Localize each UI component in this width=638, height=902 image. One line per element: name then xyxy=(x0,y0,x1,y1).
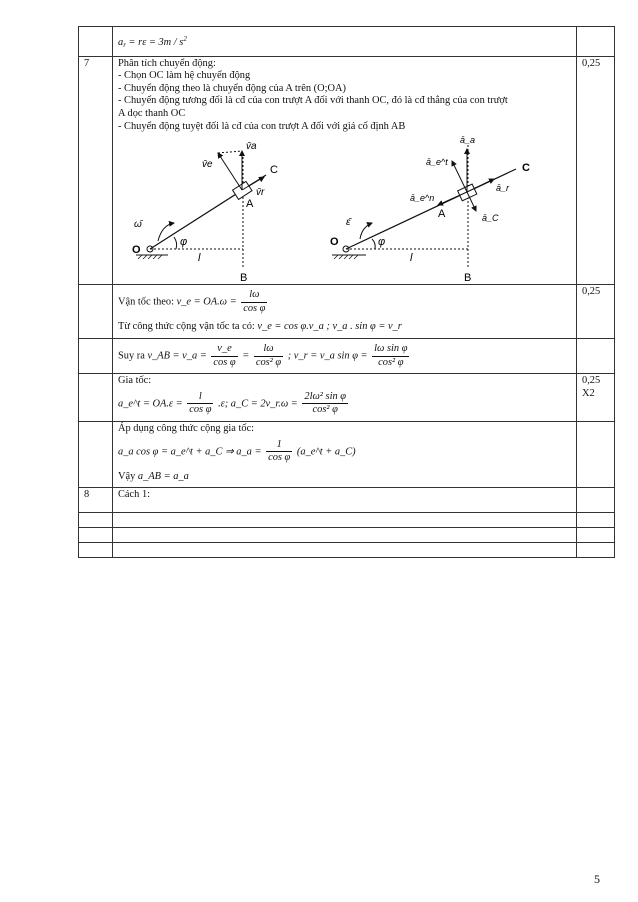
accel-score-multiplier: X2 xyxy=(582,387,595,399)
phi-arc-2 xyxy=(372,239,375,249)
velocity-diagram xyxy=(118,133,318,283)
suyra-prefix: Suy ra xyxy=(118,350,145,362)
velocity-row xyxy=(79,285,615,339)
label-aa: ā_a xyxy=(460,135,476,146)
apply-tail: (a_e^t + a_C) xyxy=(296,445,356,457)
ground-hatch xyxy=(138,255,162,259)
label-a: A xyxy=(246,198,254,211)
suyra-f3: ; v_r = v_a sin φ = xyxy=(287,350,368,362)
row-7-number: 7 xyxy=(79,56,113,285)
velocity-formula: v_e = OA.ω = xyxy=(176,296,237,308)
row-8-number: 8 xyxy=(79,488,113,513)
label-va: v̄a xyxy=(246,141,257,153)
row-8-text: Cách 1: xyxy=(113,488,577,513)
label-o-2: O xyxy=(330,236,339,249)
figures xyxy=(118,133,571,283)
label-ac: ā_C xyxy=(482,213,499,224)
velocity-score: 0,25 xyxy=(577,285,615,339)
analysis-line-3: - Chuyển động theo là chuyển động của A trên (O;OA) xyxy=(118,82,346,94)
acceleration-diagram xyxy=(326,133,576,283)
accel-score: 0,25 xyxy=(582,375,601,387)
accel-f1: a_e^t = OA.ε = xyxy=(118,398,183,410)
label-l-2: l xyxy=(410,252,413,265)
label-eps: ε̄ xyxy=(346,217,351,229)
velocity-prefix: Vận tốc theo: xyxy=(118,296,174,308)
analysis-line-1: Phân tích chuyển động: xyxy=(118,57,216,69)
label-b: B xyxy=(240,272,248,284)
label-aet: ā_e^t xyxy=(426,157,448,168)
label-o: O xyxy=(132,244,141,257)
accel-frac1: $\frac{l}{\text{cos φ}}$ xyxy=(189,390,212,416)
label-phi-2: φ xyxy=(378,236,386,249)
velocity-line2-prefix: Từ công thức cộng vận tốc ta có: xyxy=(118,321,255,333)
label-vr: v̄r xyxy=(256,187,265,199)
label-a-2: A xyxy=(438,208,446,221)
label-c-2: C xyxy=(522,162,530,175)
blank-row-3 xyxy=(79,543,615,558)
ground-hatch-2 xyxy=(334,255,358,259)
suyra-frac3: $\frac{\text{lω sin φ}}{\text{cos² φ}}$ xyxy=(374,342,408,368)
carryover-formula: $a_r = r\varepsilon = 3m / s^2$ xyxy=(118,35,187,49)
row-8 xyxy=(79,488,615,513)
phi-arc xyxy=(174,237,177,249)
label-omega: ω̄ xyxy=(134,219,142,231)
suyra-row: Suy ra v_AB = v_a = $\frac{v\_e}{\text{cos φ}}$ = $\frac{l\omega}{\text{cos² φ}}$ ; v_r = v_a sin φ = $\frac{\text{lω sin φ}}{\text{cos² φ}}$ xyxy=(79,338,615,373)
vay-prefix: Vậy xyxy=(118,470,136,482)
velocity-line2-formula: v_e = cos φ.v_a ; v_a . sin φ = v_r xyxy=(257,321,402,333)
accel-prefix: Gia tốc: xyxy=(118,375,152,387)
accel-f2: .ε; a_C = 2v_r.ω = xyxy=(218,398,298,410)
label-b-2: B xyxy=(464,272,472,284)
label-c: C xyxy=(270,164,278,177)
apply-formula: a_a cos φ = a_e^t + a_C ⇒ a_a = xyxy=(118,445,262,457)
apply-row xyxy=(79,421,615,487)
suyra-frac2: $\frac{l\omega}{\text{cos² φ}}$ xyxy=(255,342,282,368)
analysis-line-2: - Chọn OC làm hệ chuyển động xyxy=(118,70,251,82)
dashed-aux xyxy=(218,151,242,153)
analysis-line-6: - Chuyển động tuyệt đối là cđ của con trượt A đối với giá cố định AB xyxy=(118,120,406,132)
accel-frac2: $\frac{\text{2lω² sin φ}}{\text{cos² φ}}$ xyxy=(304,390,346,416)
eps-arc xyxy=(360,223,372,239)
ve-arrow xyxy=(218,153,242,190)
aet-arrow xyxy=(452,161,467,192)
label-ve: v̄e xyxy=(202,159,213,171)
label-ar: ā_r xyxy=(496,183,510,194)
accel-row xyxy=(79,374,615,422)
suyra-frac1: $\frac{v\_e}{\text{cos φ}}$ xyxy=(213,342,236,368)
velocity-fraction: $\frac{l\omega}{\text{cos φ}}$ xyxy=(243,289,266,314)
apply-frac: $\frac{1}{\text{cos φ}}$ xyxy=(268,438,291,464)
row-7 xyxy=(79,56,615,285)
suyra-f1: v_AB = v_a = xyxy=(147,350,207,362)
page-number: 5 xyxy=(594,872,600,886)
label-l: l xyxy=(198,252,201,265)
solution-table xyxy=(78,26,615,558)
blank-row-1 xyxy=(79,513,615,528)
row-7-score: 0,25 xyxy=(577,56,615,285)
analysis-line-5: A dọc thanh OC xyxy=(118,107,186,119)
label-phi: φ xyxy=(180,236,188,249)
carryover-row xyxy=(79,27,615,57)
blank-row-2 xyxy=(79,528,615,543)
vay-formula: a_AB = a_a xyxy=(137,470,189,482)
analysis-line-4: - Chuyển động tương đối là cđ của con trượt A đối với thanh OC, đó là cđ thẳng của con trượt xyxy=(118,95,508,107)
label-aen: ā_e^n xyxy=(410,193,435,204)
apply-prefix: Áp dụng công thức cộng gia tốc: xyxy=(118,422,255,434)
